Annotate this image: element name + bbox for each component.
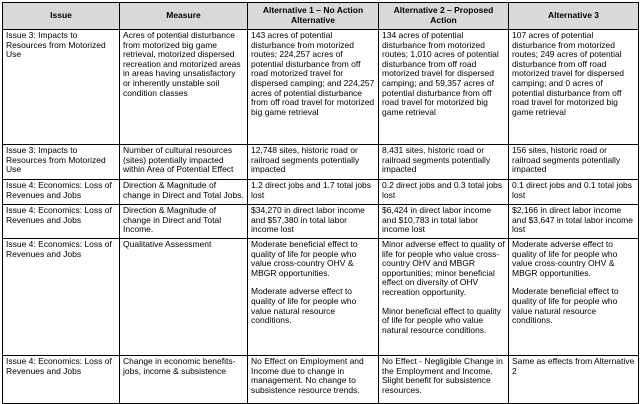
table-row — [3, 205, 639, 239]
cell-text: Issue 3: Impacts to Resources from Motorized Use — [6, 145, 106, 175]
cell-alternative-2 — [379, 180, 509, 205]
cell-text: Moderate beneficial effect to quality of life for people who value natural resource conditions. — [512, 286, 619, 326]
cell-text: Issue 4: Economics: Loss of Revenues and Jobs — [6, 239, 112, 259]
cell-alternative-1 — [248, 239, 379, 356]
cell-text: Moderate beneficial effect to quality of life for people who value cross-country OHV & MBGR opportunities. — [251, 239, 358, 278]
cell-measure — [120, 180, 248, 205]
cell-issue — [3, 180, 120, 205]
cell-text: Minor adverse effect to quality of life for people who value cross-country OHV and MBGR opportunities; minor beneficial effect on diversity of OHV recreation opportunity. — [382, 239, 505, 297]
cell-text: 156 sites, historic road or railroad segments potentially impacted — [512, 145, 621, 175]
table-row — [3, 145, 639, 180]
cell-alternative-2 — [379, 356, 509, 404]
cell-text: Acres of potential disturbance from motorized big game retrieval, motorized dispersed recreation and motorized areas in areas having unsatisfactory or inherently unstable soil condition classes — [123, 30, 241, 98]
cell-issue — [3, 30, 120, 145]
cell-alternative-1 — [248, 205, 379, 239]
cell-issue — [3, 205, 120, 239]
cell-alternative-2 — [379, 205, 509, 239]
cell-text: $2,166 in direct labor income and $3,647 in total labor income lost — [512, 205, 633, 235]
cell-text: 134 acres of potential disturbance from motorized routes; 1,010 acres of potential disturbance from off road motorized travel for dispersed camping; and 59,357 acres of potential disturbance from off road travel for motorized big game retrieval — [382, 30, 499, 117]
cell-measure — [120, 356, 248, 404]
cell-text: 107 acres of potential disturbance from motorized routes; 249 acres of potential disturbance from off road motorized travel for dispersed camping; and 0 acres of potential disturbance from off road travel for motorized big game retrieval — [512, 30, 624, 117]
header-alternative-3: Alternative 3 — [509, 3, 639, 30]
cell-text: $34,270 in direct labor income and $57,380 in total labor income lost — [251, 205, 365, 235]
table-header-row — [3, 3, 639, 30]
header-measure: Measure — [120, 3, 248, 30]
cell-text: No Effect on Employment and Income due to change in management. No change to subsistence resource trends. — [251, 356, 364, 395]
cell-text: Moderate adverse effect to quality of life for people who value natural resource conditions. — [251, 286, 357, 326]
cell-alternative-1 — [248, 145, 379, 180]
header-alternative-2: Alternative 2 – Proposed Action — [379, 3, 509, 30]
cell-measure — [120, 145, 248, 180]
alternatives-comparison-table — [2, 2, 639, 404]
cell-text: Moderate adverse effect to quality of life for people who value cross-country OHV & MBGR opportunities. — [512, 239, 618, 278]
cell-text: Issue 4: Economics: Loss of Revenues and Jobs — [6, 356, 112, 376]
table-row — [3, 180, 639, 205]
cell-measure — [120, 30, 248, 145]
cell-alternative-3 — [509, 180, 639, 205]
cell-issue — [3, 145, 120, 180]
cell-text: Same as effects from Alternative 2 — [512, 356, 635, 376]
cell-measure — [120, 205, 248, 239]
cell-alternative-3 — [509, 356, 639, 404]
header-alternative-1: Alternative 1 – No Action Alternative — [248, 3, 379, 30]
document-page — [2, 2, 638, 404]
cell-text: Issue 3: Impacts to Resources from Motorized Use — [6, 30, 106, 60]
cell-text: Issue 4: Economics: Loss of Revenues and Jobs — [6, 180, 112, 200]
table-row — [3, 239, 639, 356]
cell-text: $6,424 in direct labor income and $10,783 in total labor income lost — [382, 205, 492, 235]
table-body — [3, 30, 639, 404]
cell-text: Qualitative Assessment — [123, 239, 212, 249]
cell-issue — [3, 239, 120, 356]
table-row — [3, 30, 639, 145]
cell-alternative-2 — [379, 239, 509, 356]
cell-alternative-1 — [248, 30, 379, 145]
cell-issue — [3, 356, 120, 404]
header-issue: Issue — [3, 3, 120, 30]
cell-text: No Effect - Negligible Change in the Employment and Income. Slight benefit for subsistence resources. — [382, 356, 503, 395]
cell-alternative-1 — [248, 180, 379, 205]
cell-text: 143 acres of potential disturbance from motorized routes; 224,257 acres of potential disturbance from off road motorized travel for dispersed camping; and 224,257 acres of potential disturbance from off road travel for motorized big game retrieval — [251, 30, 375, 117]
table-row — [3, 356, 639, 404]
cell-alternative-3 — [509, 239, 639, 356]
cell-alternative-3 — [509, 205, 639, 239]
cell-text: 0.1 direct jobs and 0.1 total jobs lost — [512, 180, 633, 200]
cell-text: Minor beneficial effect to quality of life for people who value natural resource conditions. — [382, 305, 501, 335]
cell-measure — [120, 239, 248, 356]
cell-text: Number of cultural resources (sites) potentially impacted within Area of Potential Effect — [123, 145, 234, 175]
cell-text: 12,748 sites, historic road or railroad segments potentially impacted — [251, 145, 360, 175]
cell-alternative-3 — [509, 30, 639, 145]
cell-text: 1.2 direct jobs and 1.7 total jobs lost — [251, 180, 372, 200]
cell-text: 8,431 sites, historic road or railroad segments potentially impacted — [382, 145, 491, 175]
cell-alternative-2 — [379, 30, 509, 145]
cell-text: Direction & Magnitude of change in Direct and Total Income. — [123, 205, 222, 235]
cell-text: Direction & Magnitude of change in Direct and Total Jobs. — [123, 180, 244, 200]
cell-alternative-2 — [379, 145, 509, 180]
cell-text: Change in economic benefits- jobs, income & subsistence — [123, 356, 236, 376]
cell-text: Issue 4: Economics: Loss of Revenues and Jobs — [6, 205, 112, 225]
cell-text: 0.2 direct jobs and 0.3 total jobs lost — [382, 180, 503, 200]
cell-alternative-3 — [509, 145, 639, 180]
cell-alternative-1 — [248, 356, 379, 404]
